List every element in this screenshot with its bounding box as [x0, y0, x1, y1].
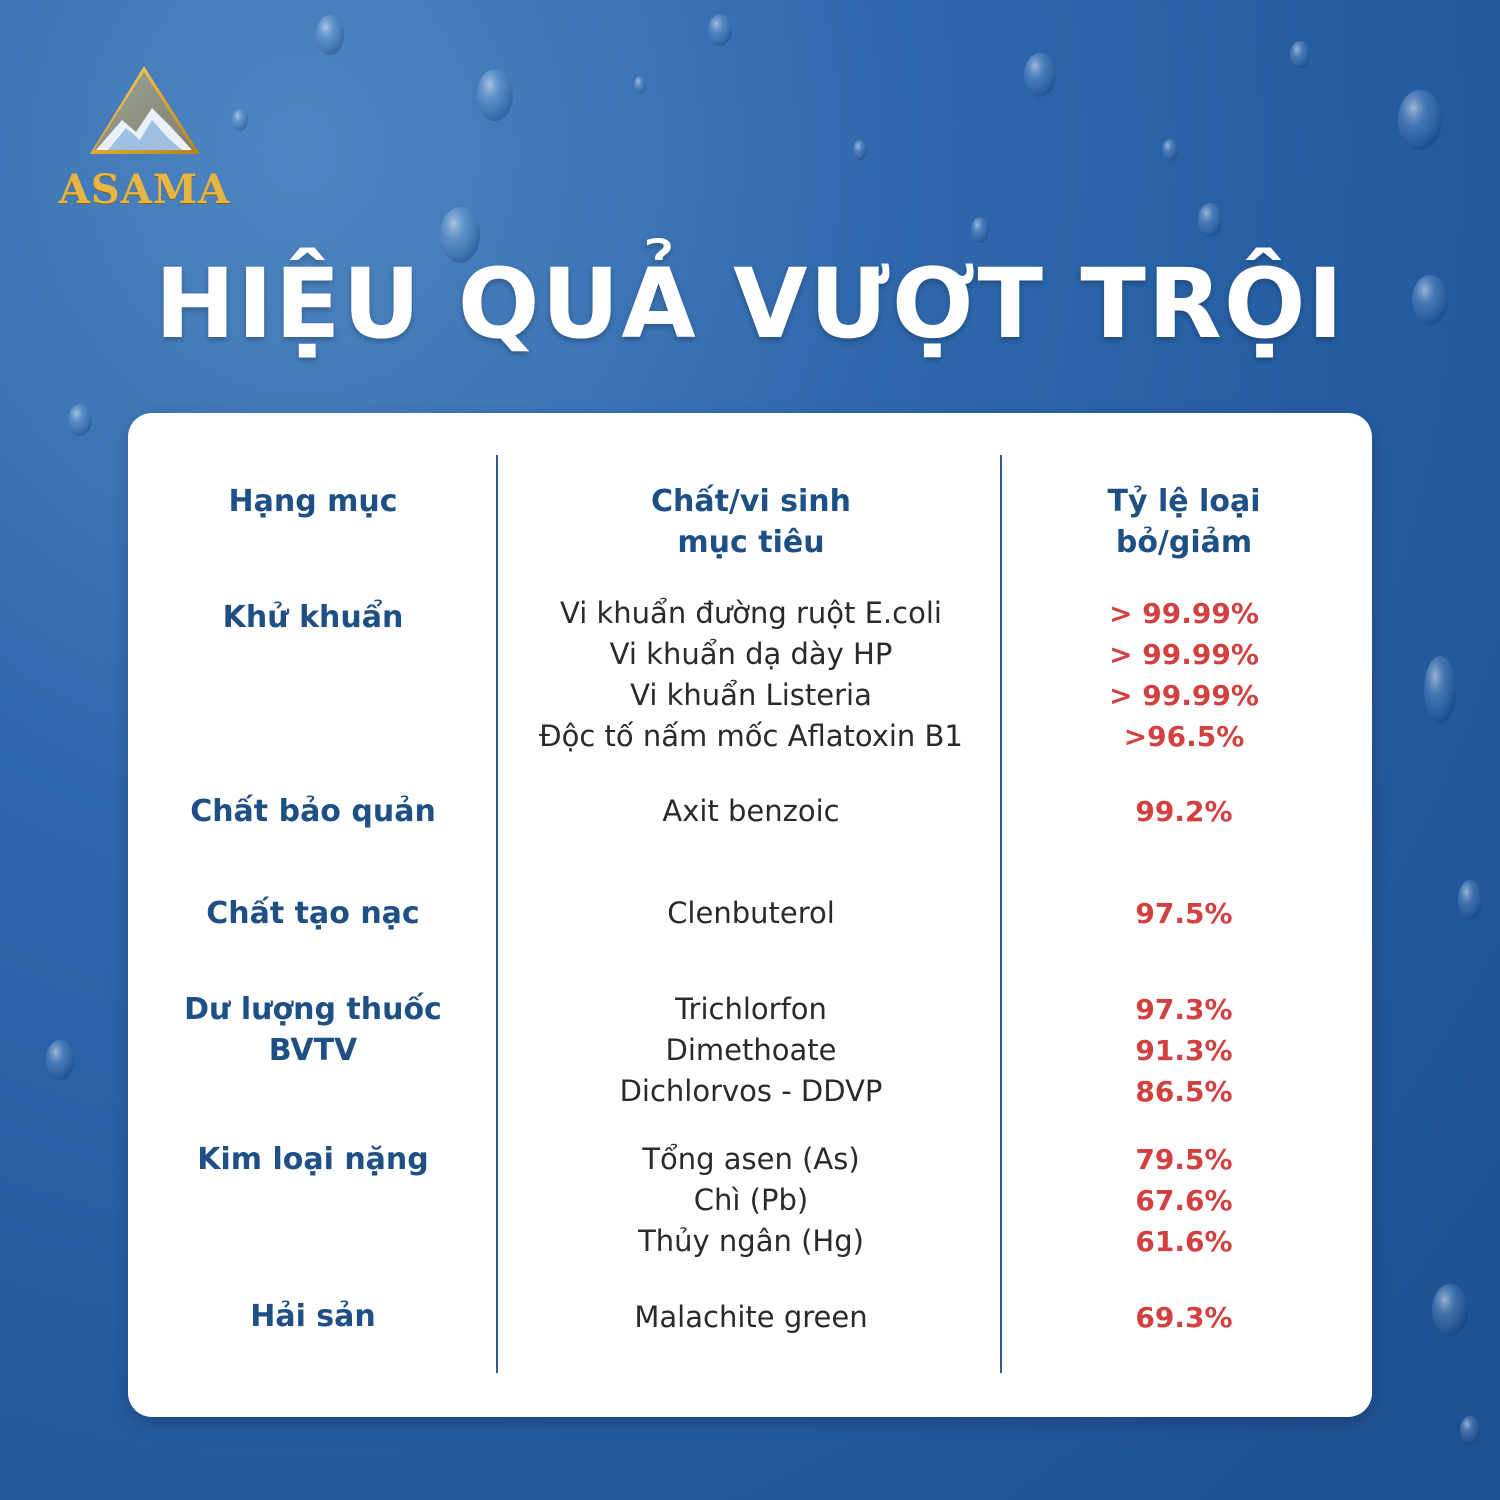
target-item: Tổng asen (As)	[642, 1142, 860, 1176]
header-category: Hạng mục	[228, 484, 398, 519]
category-label: Chất tạo nạc	[206, 896, 420, 931]
mountain-icon	[52, 62, 237, 172]
rate-list	[1004, 1139, 1364, 1262]
target-item: Malachite green	[634, 1300, 868, 1334]
rate-value: 67.6%	[1135, 1184, 1233, 1217]
target-item: Vi khuẩn đường ruột E.coli	[560, 596, 942, 630]
header-rate-line: bỏ/giảm	[1115, 525, 1253, 560]
rate-value: 99.2%	[1135, 795, 1233, 828]
target-item: Độc tố nấm mốc Aflatoxin B1	[539, 719, 963, 753]
category-label-line: Dư lượng thuốc	[184, 992, 442, 1027]
target-item: Thủy ngân (Hg)	[638, 1224, 864, 1258]
target-item: Chì (Pb)	[693, 1183, 809, 1217]
target-item: Axit benzoic	[662, 794, 840, 828]
category-label-line: BVTV	[268, 1033, 358, 1068]
rate-value: > 99.99%	[1109, 638, 1259, 671]
page-title: HIỆU QUẢ VƯỢT TRỘI	[154, 248, 1346, 360]
rate-value: 91.3%	[1135, 1034, 1233, 1067]
target-list	[500, 593, 1002, 757]
header-rate	[1004, 481, 1364, 563]
category-label: Khử khuẩn	[222, 600, 404, 635]
target-item: Vi khuẩn dạ dày HP	[609, 637, 893, 671]
rate-value: 69.3%	[1135, 1301, 1233, 1334]
header-target	[500, 481, 1002, 563]
rate-value: > 99.99%	[1109, 679, 1259, 712]
results-table-card	[128, 413, 1372, 1417]
header-target-line: mục tiêu	[677, 525, 825, 560]
rate-value: > 99.99%	[1109, 597, 1259, 630]
rate-value: 79.5%	[1135, 1143, 1233, 1176]
category-label: Chất bảo quản	[190, 794, 436, 829]
target-item: Clenbuterol	[667, 896, 835, 930]
header-rate-line: Tỷ lệ loại	[1107, 484, 1261, 519]
rate-list	[1004, 593, 1364, 757]
rate-value: 61.6%	[1135, 1225, 1233, 1258]
rate-value: 97.5%	[1135, 897, 1233, 930]
target-item: Dichlorvos - DDVP	[619, 1074, 883, 1108]
category-label: Kim loại nặng	[197, 1142, 429, 1177]
rate-list	[1004, 989, 1364, 1112]
rate-value: 97.3%	[1135, 993, 1233, 1026]
rate-value: 86.5%	[1135, 1075, 1233, 1108]
brand-name: ASAMA	[58, 166, 231, 213]
target-item: Trichlorfon	[675, 992, 827, 1026]
category-label	[128, 989, 498, 1071]
category-label: Hải sản	[250, 1299, 376, 1334]
rate-value: >96.5%	[1123, 720, 1245, 753]
header-target-line: Chất/vi sinh	[650, 484, 852, 519]
asama-logo	[52, 62, 237, 212]
target-item: Vi khuẩn Listeria	[630, 678, 872, 712]
target-item: Dimethoate	[665, 1033, 837, 1067]
target-list	[500, 1139, 1002, 1262]
target-list	[500, 989, 1002, 1112]
